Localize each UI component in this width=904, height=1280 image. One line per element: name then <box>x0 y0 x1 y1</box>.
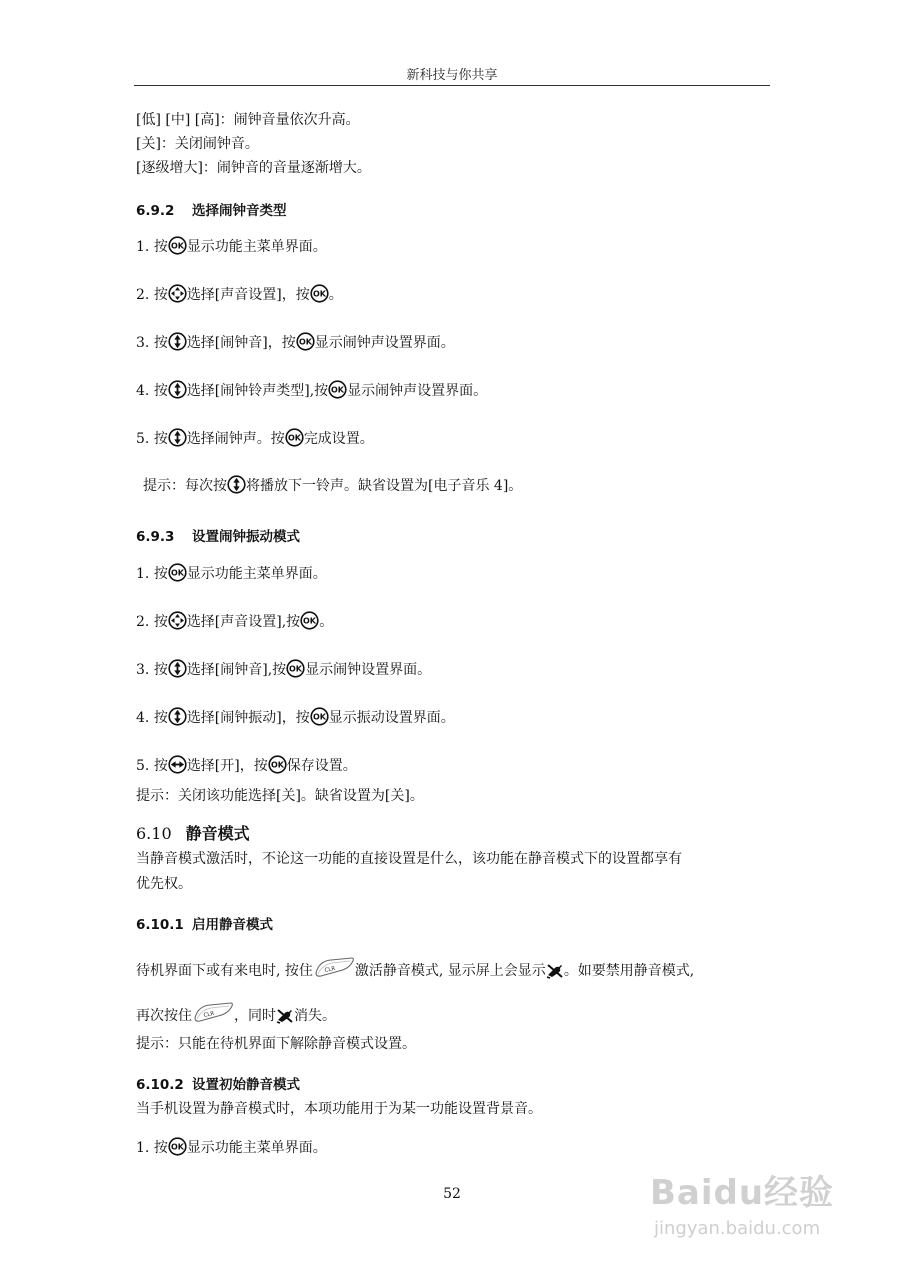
text-segment: 显示闹钟声设置界面。 <box>347 383 488 399</box>
nav-4way-icon <box>168 284 187 303</box>
text-segment: 按 <box>153 566 168 582</box>
section-number: 6.10.1 <box>136 917 184 933</box>
clr-key-icon <box>313 955 355 986</box>
nav-updown-icon <box>168 428 187 447</box>
section-6-9-2-step-3 <box>136 332 455 352</box>
ok-icon <box>168 236 187 255</box>
text-segment: 选择[声音设置]，按 <box>186 287 310 303</box>
nav-updown-icon <box>227 475 246 494</box>
section-6-9-3-step-3 <box>136 659 431 679</box>
section-6-9-2-step-1 <box>136 236 327 256</box>
step-number: 1. <box>136 239 150 255</box>
svg-text:OK: OK <box>331 385 345 395</box>
text-segment: 按 <box>153 614 168 630</box>
section-heading-6-10-2 <box>136 1073 300 1093</box>
text-segment: 按 <box>153 758 168 774</box>
intro-line-3: [逐级增大]：闹钟音的音量逐渐增大。 <box>136 160 371 176</box>
nav-leftright-icon <box>168 755 187 774</box>
step-6-10-2-1 <box>136 1137 327 1157</box>
text-segment: 消失。 <box>294 1008 336 1024</box>
mute-indicator-icon <box>546 963 564 979</box>
text-segment: 显示功能主菜单界面。 <box>186 566 327 582</box>
ok-icon <box>168 563 187 582</box>
text-segment: 选择[闹钟振动]，按 <box>186 710 310 726</box>
text-segment: 再次按住 <box>136 1008 192 1024</box>
text-segment: 完成设置。 <box>303 431 374 447</box>
text-segment: 激活静音模式, 显示屏上会显示 <box>354 963 546 979</box>
nav-4way-icon <box>168 611 187 630</box>
section-title: 启用静音模式 <box>192 917 273 933</box>
section-heading-6-10-1 <box>136 913 273 933</box>
step-number: 2. <box>136 614 150 630</box>
ok-icon <box>310 284 329 303</box>
text-segment: 选择[闹钟音],按 <box>186 662 287 678</box>
svg-text:OK: OK <box>289 664 303 674</box>
watermark-url: jingyan.baidu.com <box>654 1218 821 1239</box>
nav-updown-icon <box>168 380 187 399</box>
section-number: 6.9.3 <box>136 529 175 545</box>
step-number: 4. <box>136 383 150 399</box>
ok-icon <box>328 380 347 399</box>
text-segment: ，同时 <box>234 1008 276 1024</box>
text-segment: 按 <box>153 1140 168 1156</box>
ok-icon <box>296 332 315 351</box>
ok-icon <box>168 1137 187 1156</box>
text-segment: 按 <box>153 335 168 351</box>
page-header-title: 新科技与你共享 <box>406 68 498 83</box>
text-segment: 显示功能主菜单界面。 <box>186 239 327 255</box>
paragraph-6-10-2: 当手机设置为静音模式时，本项功能用于为某一功能设置背景音。 <box>136 1101 542 1117</box>
svg-text:OK: OK <box>170 241 184 251</box>
tip-text-start: 提示：每次按 <box>143 478 227 494</box>
text-segment: 显示振动设置界面。 <box>328 710 455 726</box>
section-title: 选择闹钟音类型 <box>192 203 287 219</box>
tip-text-end: 将播放下一铃声。缺省设置为[电子音乐 4]。 <box>246 478 523 494</box>
ok-icon <box>268 755 287 774</box>
step-number: 5. <box>136 431 150 447</box>
baidu-jingyan-watermark: Baidu经验 <box>650 1173 835 1213</box>
mute-indicator-icon <box>276 1008 294 1024</box>
step-number: 3. <box>136 662 150 678</box>
intro-line-1: [低] [中] [高]：闹钟音量依次升高。 <box>136 112 360 128</box>
tip-6-10-1: 提示：只能在待机界面下解除静音模式设置。 <box>136 1036 416 1052</box>
text-segment: 选择[开]，按 <box>186 758 268 774</box>
step-number: 1. <box>136 1140 150 1156</box>
section-number: 6.9.2 <box>136 203 175 219</box>
section-title: 设置初始静音模式 <box>192 1077 300 1093</box>
text-segment: 选择闹钟声。按 <box>186 431 285 447</box>
clr-key-icon <box>192 1000 234 1031</box>
tip-6-9-3: 提示：关闭该功能选择[关]。缺省设置为[关]。 <box>136 788 424 804</box>
text-segment: 显示闹钟声设置界面。 <box>314 335 455 351</box>
section-6-9-2-step-5 <box>136 428 374 448</box>
step-number: 2. <box>136 287 150 303</box>
section-title: 静音模式 <box>185 824 250 843</box>
ok-icon <box>286 659 305 678</box>
section-6-9-3-step-1 <box>136 563 327 583</box>
step-number: 5. <box>136 758 150 774</box>
svg-text:OK: OK <box>287 433 301 443</box>
svg-text:OK: OK <box>303 616 317 626</box>
section-heading-6-10 <box>136 821 250 844</box>
section-6-9-3-step-4 <box>136 707 455 727</box>
header-rule <box>134 85 770 86</box>
tip-6-9-2 <box>143 475 522 495</box>
svg-text:CLR: CLR <box>324 965 336 974</box>
text-segment: 显示闹钟设置界面。 <box>305 662 432 678</box>
text-segment: 选择[声音设置],按 <box>186 614 301 630</box>
svg-text:OK: OK <box>270 760 284 770</box>
nav-updown-icon <box>168 332 187 351</box>
text-segment: 按 <box>153 239 168 255</box>
text-segment: 。 <box>328 287 343 303</box>
section-6-9-3-step-2 <box>136 611 333 631</box>
section-6-9-3-step-5 <box>136 755 357 775</box>
nav-updown-icon <box>168 659 187 678</box>
text-segment: 显示功能主菜单界面。 <box>186 1140 327 1156</box>
step-number: 1. <box>136 566 150 582</box>
section-6-9-2-step-4 <box>136 380 487 400</box>
text-segment: 保存设置。 <box>286 758 357 774</box>
text-segment: 按 <box>153 287 168 303</box>
ok-icon <box>285 428 304 447</box>
page-number: 52 <box>443 1186 461 1202</box>
ok-icon <box>300 611 319 630</box>
text-segment: 待机界面下或有来电时, 按住 <box>136 963 313 979</box>
svg-text:OK: OK <box>170 1142 184 1152</box>
text-segment: 按 <box>153 383 168 399</box>
section-6-9-2-step-2 <box>136 284 343 304</box>
svg-text:OK: OK <box>312 712 326 722</box>
svg-text:OK: OK <box>298 337 312 347</box>
paragraph-6-10-line-2: 优先权。 <box>136 876 192 892</box>
text-segment: 。如要禁用静音模式, <box>563 963 695 979</box>
section-heading-6-9-3 <box>136 525 300 545</box>
section-heading-6-9-2 <box>136 199 287 219</box>
step-number: 4. <box>136 710 150 726</box>
paragraph-6-10-line-1: 当静音模式激活时，不论这一功能的直接设置是什么，该功能在静音模式下的设置都享有 <box>136 851 682 867</box>
svg-text:CLR: CLR <box>203 1010 215 1019</box>
paragraph-6-10-1-line-2 <box>136 1000 336 1031</box>
section-number: 6.10 <box>136 824 172 843</box>
text-segment: 按 <box>153 710 168 726</box>
text-segment: 按 <box>153 431 168 447</box>
nav-updown-icon <box>168 707 187 726</box>
text-segment: 选择[闹钟音]，按 <box>186 335 296 351</box>
paragraph-6-10-1-line-1 <box>136 955 694 986</box>
svg-text:OK: OK <box>170 568 184 578</box>
section-title: 设置闹钟振动模式 <box>192 529 300 545</box>
svg-text:OK: OK <box>312 289 326 299</box>
section-number: 6.10.2 <box>136 1077 184 1093</box>
step-number: 3. <box>136 335 150 351</box>
text-segment: 选择[闹钟铃声类型],按 <box>186 383 329 399</box>
intro-line-2: [关]：关闭闹钟音。 <box>136 136 259 152</box>
text-segment: 按 <box>153 662 168 678</box>
ok-icon <box>310 707 329 726</box>
text-segment: 。 <box>319 614 334 630</box>
